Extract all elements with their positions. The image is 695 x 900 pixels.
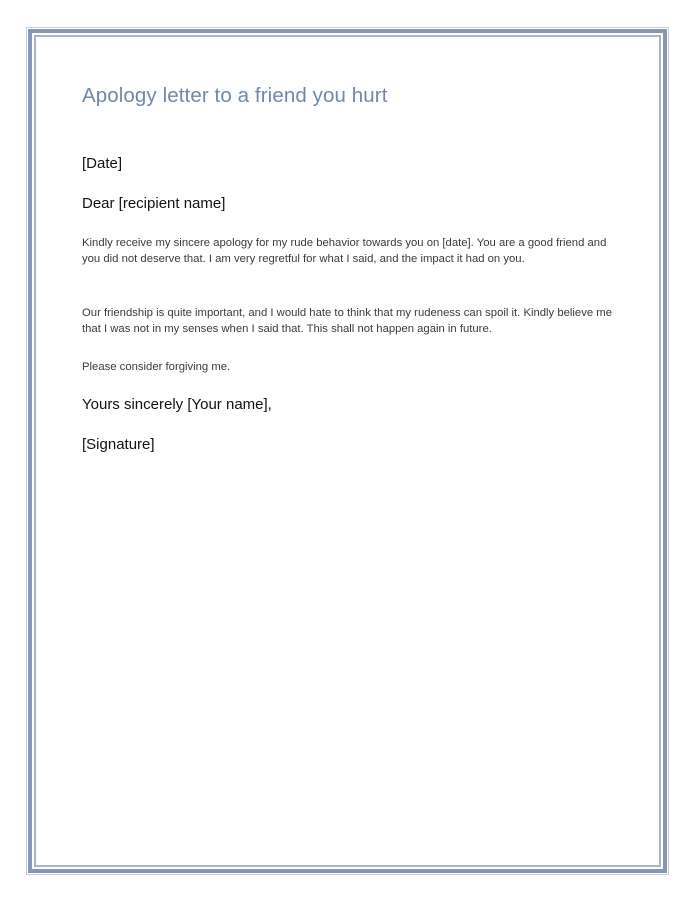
paragraph-request: Please consider forgiving me. [82,361,231,373]
paragraph-friendship: Our friendship is quite important, and I would hate to think that my rudeness can spoil it. Kindly believe me that I was not in my senses when I said that. This shall not happen again in future. [82,307,612,335]
paragraph-apology: Kindly receive my sincere apology for my rude behavior towards you on [date]. You are a good friend and you did not deserve that. I am very regretful for what I said, and the impact it had on you. [82,237,607,265]
salutation: Dear [recipient name] [82,195,226,212]
date-placeholder: [Date] [82,155,123,172]
letter-title: Apology letter to a friend you hurt [82,84,388,107]
closing-line: Yours sincerely [Your name], [82,396,272,413]
signature-placeholder: [Signature] [82,436,155,453]
